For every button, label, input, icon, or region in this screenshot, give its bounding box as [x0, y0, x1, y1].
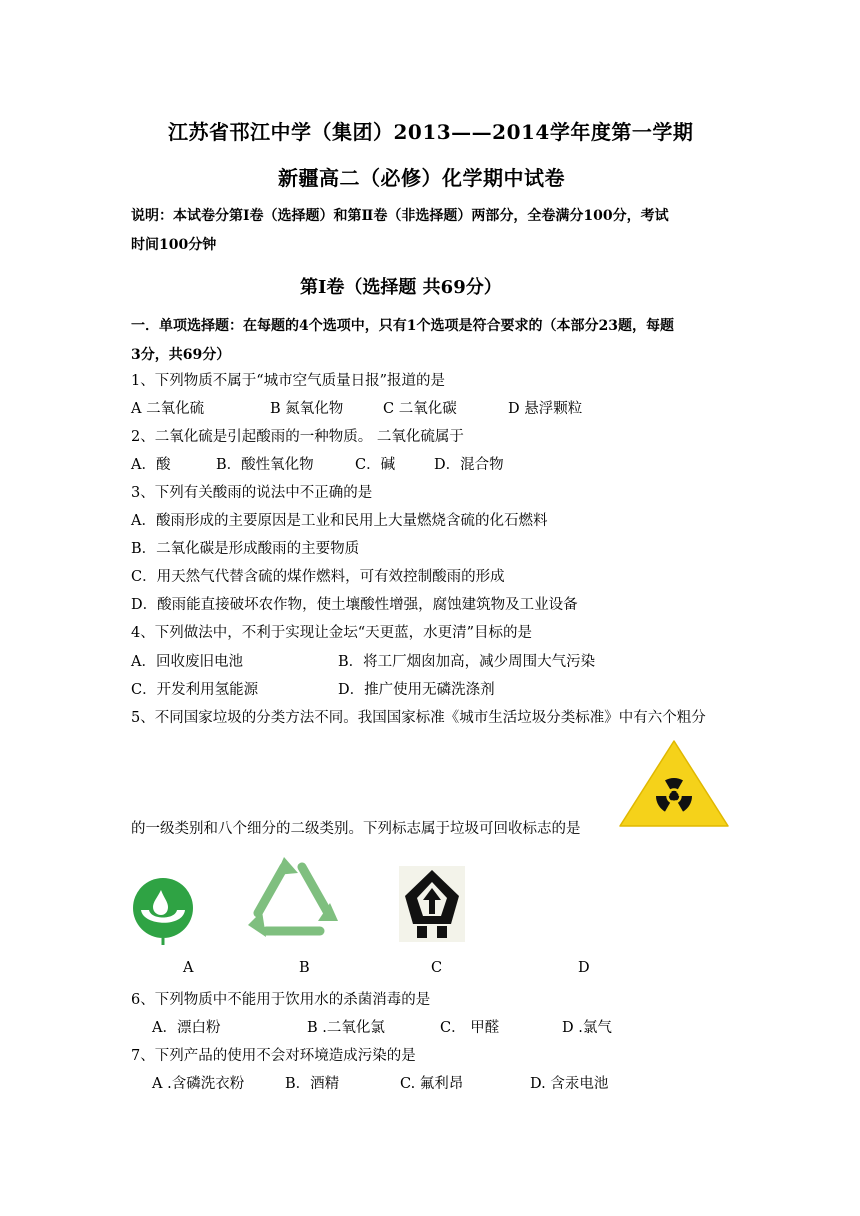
question-3-option-c: C．用天然气代替含硫的煤作燃料，可有效控制酸雨的形成 [131, 569, 505, 585]
question-2-option-b: B．酸性氧化物 [216, 457, 314, 473]
question-2-stem: 2、二氧化硫是引起酸雨的一种物质。 二氧化硫属于 [131, 429, 464, 445]
question-1-option-c: C 二氧化碳 [383, 401, 457, 417]
question-5-option-c: C [431, 960, 443, 976]
question-6-option-b: B .二氧化氯 [307, 1020, 385, 1036]
question-7-option-b: B．酒精 [285, 1076, 340, 1092]
question-5-stem-line1: 5、不同国家垃圾的分类方法不同。我国国家标准《城市生活垃圾分类标准》中有六个粗分 [131, 710, 706, 726]
question-6-option-c: C． 甲醛 [440, 1020, 500, 1036]
question-5-option-a: A [183, 960, 194, 976]
question-3-option-b: B．二氧化碳是形成酸雨的主要物质 [131, 541, 360, 557]
question-3-stem: 3、下列有关酸雨的说法中不正确的是 [131, 485, 373, 501]
part1-title: 第Ⅰ卷（选择题 共69分） [300, 277, 502, 298]
question-1-stem: 1、下列物质不属于“城市空气质量日报”报道的是 [131, 373, 446, 389]
question-3-option-a: A．酸雨形成的主要原因是工业和民用上大量燃烧含硫的化石燃料 [131, 513, 548, 529]
question-4-option-b: B．将工厂烟囱加高，减少周围大气污染 [338, 654, 596, 670]
exam-title-line1: 江苏省邗江中学（集团）2013——2014学年度第一学期 [168, 120, 694, 144]
question-3-option-d: D．酸雨能直接破坏农作物，使土壤酸性增强，腐蚀建筑物及工业设备 [131, 597, 578, 613]
question-6-stem: 6、下列物质中不能用于饮用水的杀菌消毒的是 [131, 992, 431, 1008]
question-1-option-a: A 二氧化硫 [131, 401, 205, 417]
water-saving-sign-icon [131, 876, 195, 946]
section-heading-line1: 一．单项选择题：在每题的4个选项中，只有1个选项是符合要求的（本部分23题，每题 [131, 318, 674, 334]
question-4-option-d: D．推广使用无磷洗涤剂 [338, 682, 495, 698]
question-7-stem: 7、下列产品的使用不会对环境造成污染的是 [131, 1048, 416, 1064]
question-2-option-c: C．碱 [355, 457, 396, 473]
question-4-option-a: A．回收废旧电池 [131, 654, 243, 670]
question-7-option-a: A .含磷洗衣粉 [152, 1076, 245, 1092]
question-2-option-d: D．混合物 [434, 457, 504, 473]
instructions-line1: 说明：本试卷分第Ⅰ卷（选择题）和第Ⅱ卷（非选择题）两部分，全卷满分100分，考试 [131, 208, 669, 224]
question-7-option-d: D. 含汞电池 [530, 1076, 609, 1092]
section-heading-line2: 3分，共69分） [131, 347, 231, 363]
exam-title-line2: 新疆高二（必修）化学期中试卷 [278, 166, 565, 190]
recycle-symbol-icon [399, 866, 465, 942]
question-1-option-d: D 悬浮颗粒 [508, 401, 583, 417]
question-1-option-b: B 氮氧化物 [270, 401, 344, 417]
radiation-warning-icon [616, 738, 732, 830]
question-7-option-c: C. 氟利昂 [400, 1076, 464, 1092]
recycle-triangle-icon [244, 855, 342, 941]
question-4-stem: 4、下列做法中，不利于实现让金坛“天更蓝，水更清”目标的是 [131, 625, 533, 641]
question-5-option-d: D [578, 960, 590, 976]
question-5-stem-line2: 的一级类别和八个细分的二级类别。下列标志属于垃圾可回收标志的是 [131, 821, 581, 837]
question-4-option-c: C．开发利用氢能源 [131, 682, 259, 698]
question-2-option-a: A．酸 [131, 457, 171, 473]
instructions-line2: 时间100分钟 [131, 237, 217, 253]
question-5-option-b: B [299, 960, 310, 976]
question-6-option-d: D .氯气 [562, 1020, 612, 1036]
question-6-option-a: A．漂白粉 [152, 1020, 221, 1036]
